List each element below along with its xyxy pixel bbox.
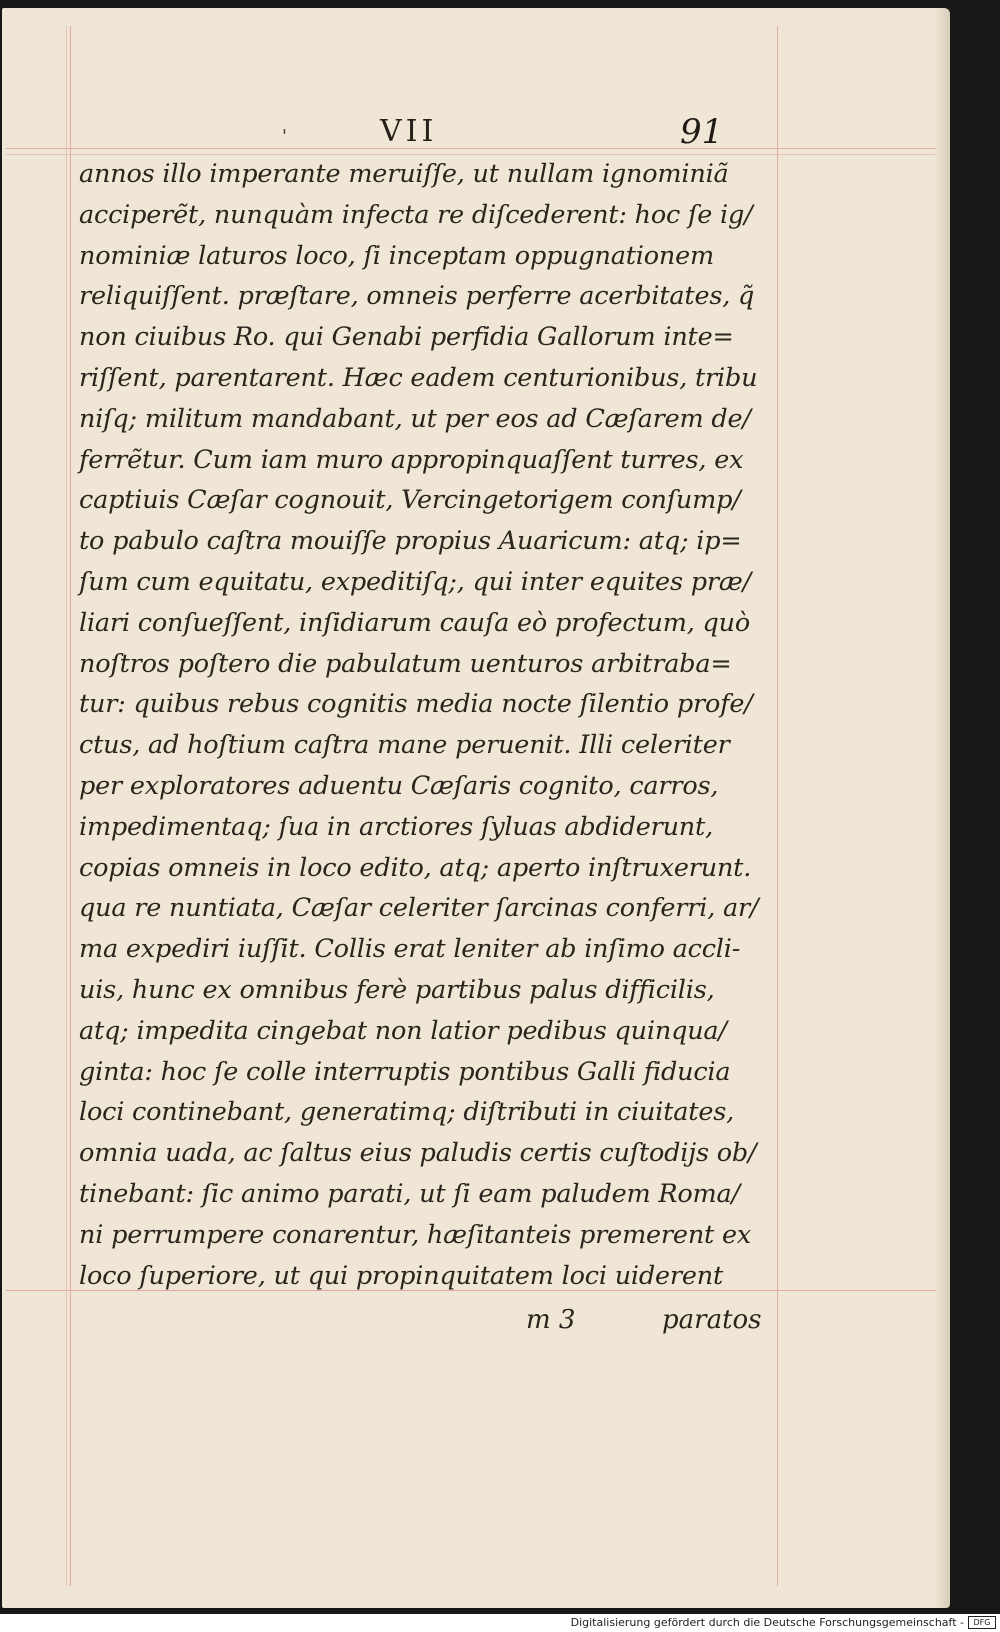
text-line: non ciuibus Ro. qui Genabi perfidia Gallorum inte= <box>79 322 734 353</box>
text-line: ſum cum equitatu, expeditiſq;, qui inter equites præ/ <box>79 566 752 597</box>
text-line: nominiæ laturos loco, ſi inceptam oppugnationem <box>79 240 715 271</box>
margin-rule-left <box>70 26 71 1586</box>
digitization-credit: Digitalisierung gefördert durch die Deutsche Forschungsgemeinschaft - <box>570 1616 964 1629</box>
text-line: ma expediri iuſſit. Collis erat leniter ab inſimo accli- <box>79 934 741 965</box>
text-line: riſſent, parentarent. Hæc eadem centurionibus, tribu <box>79 362 758 393</box>
catchword: paratos <box>662 1305 762 1335</box>
text-line: ginta: hoc ſe colle interruptis pontibus Galli fiducia <box>79 1056 731 1087</box>
text-line: uis, hunc ex omnibus ferè partibus palus difficilis, <box>79 974 715 1005</box>
text-line: qua re nuntiata, Cæſar celeriter ſarcinas conferri, ar/ <box>79 893 759 924</box>
text-line: liari conſueſſent, inſidiarum cauſa eò profectum, quò <box>79 607 751 638</box>
text-line: tur: quibus rebus cognitis media nocte ſilentio profe/ <box>79 689 753 720</box>
text-line: acciperẽt, nunquàm infecta re diſcederent: hoc ſe ig/ <box>79 199 753 230</box>
text-line: loco ſuperiore, ut qui propinquitatem loci uiderent <box>79 1260 724 1291</box>
page-edge-shadow <box>934 8 950 1608</box>
text-line: ctus, ad hoſtium caſtra mane peruenit. Illi celeriter <box>79 730 730 761</box>
text-line: atq; impedita cingebat non latior pedibus quinqua/ <box>79 1015 727 1046</box>
text-line: loci continebant, generatimq; diſtributi in ciuitates, <box>79 1097 735 1128</box>
text-line: per exploratores aduentu Cæſaris cognito, carros, <box>79 770 719 801</box>
dfg-logo-icon: DFG <box>968 1616 996 1629</box>
text-line: annos illo imperante meruiſſe, ut nullam ignominiã <box>79 159 729 189</box>
text-line: tinebant: ſic animo parati, ut ſi eam paludem Roma/ <box>79 1178 740 1209</box>
digitization-credit-bar <box>0 1614 1000 1632</box>
running-head-title: VII <box>380 114 438 149</box>
text-line: captiuis Cæſar cognouit, Vercingetorigem conſump/ <box>79 485 741 516</box>
margin-rule-inner <box>66 26 67 1586</box>
signature-mark: m 3 <box>526 1305 576 1335</box>
text-line: to pabulo caſtra mouiſſe propius Auaricum: atq; ip= <box>79 526 742 557</box>
text-line: niſq; militum mandabant, ut per eos ad Cæſarem de/ <box>79 403 751 434</box>
page-footer <box>2 1305 950 1345</box>
running-head-mark: ' <box>282 126 287 147</box>
book-page <box>2 8 950 1608</box>
text-line: omnia uada, ac ſaltus eius paludis certis cuſtodijs ob/ <box>79 1138 757 1169</box>
running-head <box>2 114 950 154</box>
page-number: 91 <box>680 112 724 152</box>
text-line: ferrẽtur. Cum iam muro appropinquaſſent turres, ex <box>79 444 744 475</box>
text-line: copias omneis in loco edito, atq; aperto inſtruxerunt. <box>79 852 752 883</box>
text-line: reliquiſſent. præſtare, omneis perferre acerbitates, q̃ <box>79 281 755 312</box>
text-line: noſtros poſtero die pabulatum uenturos arbitraba= <box>79 648 732 679</box>
text-line: ni perrumpere conarentur, hæſitanteis premerent ex <box>79 1219 752 1250</box>
margin-rule-right <box>777 26 778 1586</box>
text-line: impedimentaq; ſua in arctiores ſyluas abdiderunt, <box>79 811 713 842</box>
body-text <box>79 154 759 1296</box>
